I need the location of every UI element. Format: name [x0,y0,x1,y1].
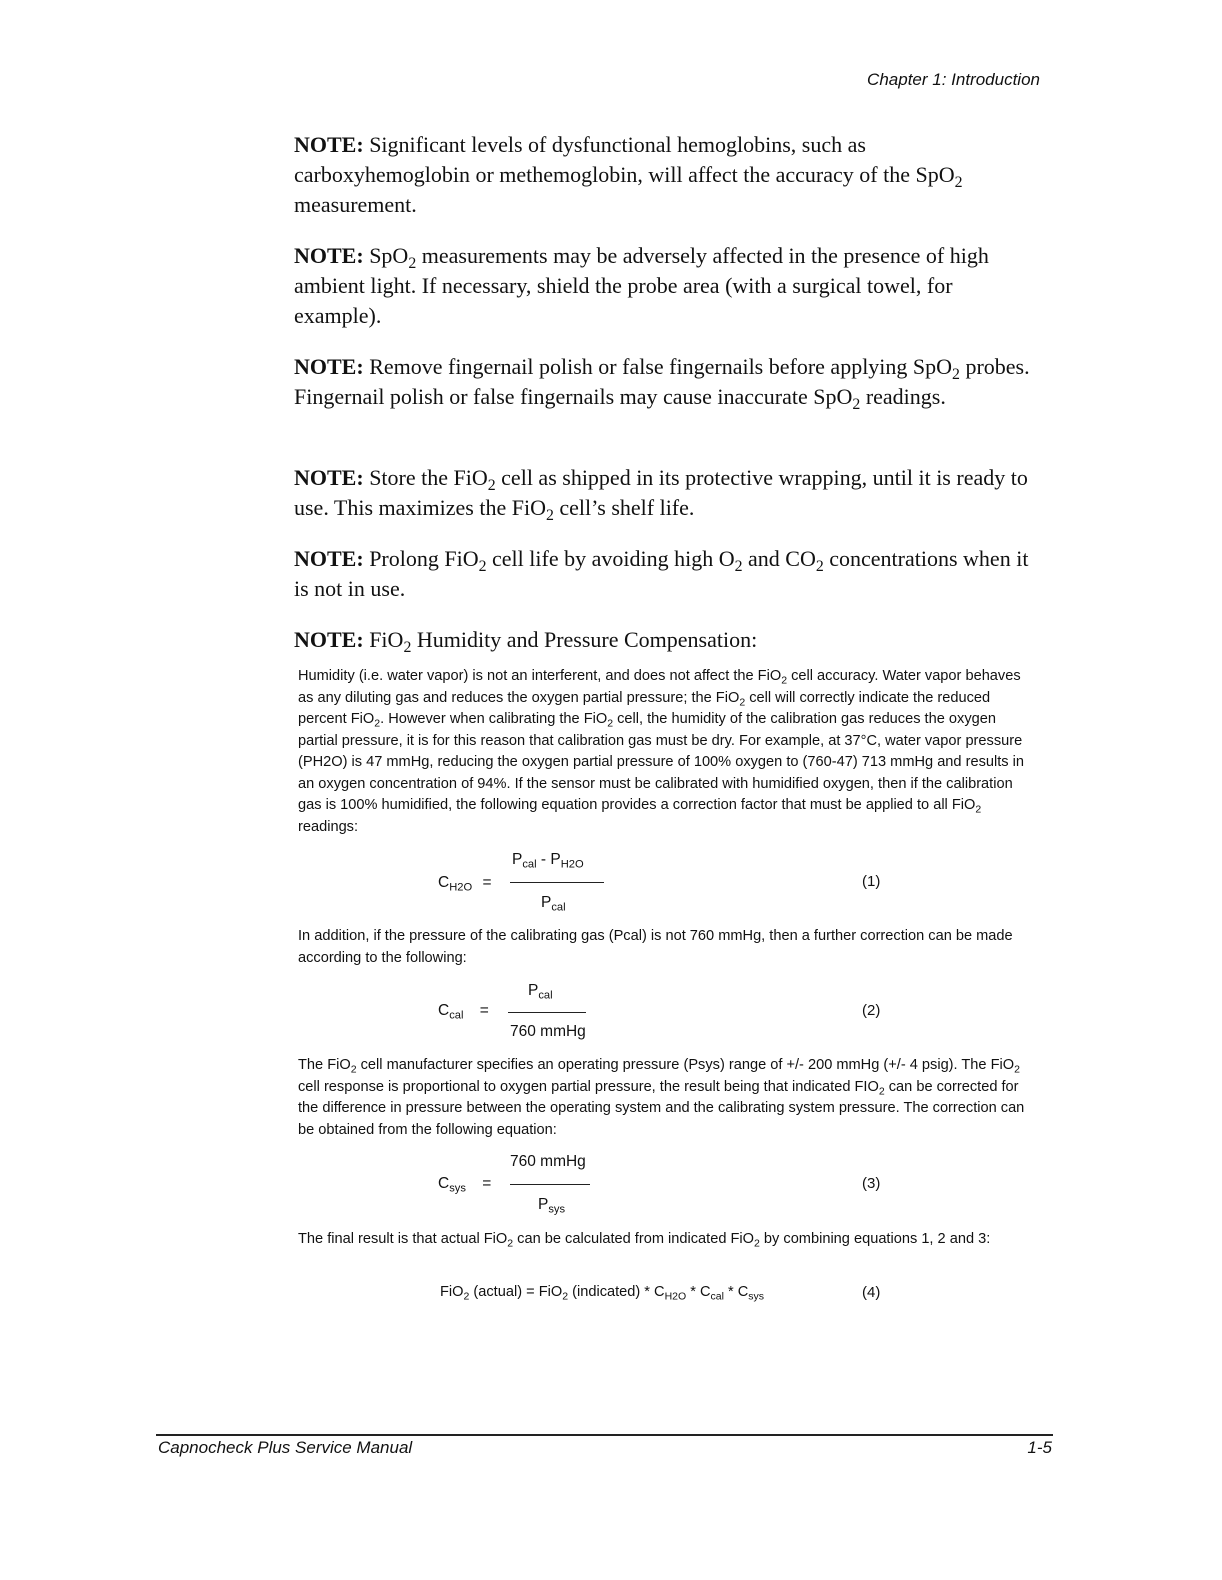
footer-title: Capnocheck Plus Service Manual [158,1438,413,1457]
paragraph-pressure: In addition, if the pressure of the calibrating gas (Pcal) is not 760 mmHg, then a further correction can be made according to the following: [298,928,1013,966]
note-text: measurements may be adversely affected in the presence of high ambient light. If necessary, shield the probe area (with a surgical towel, for example). [294,243,989,328]
eq3-fraction-bar [510,1184,590,1185]
eq3-numerator: 760 mmHg [510,1153,586,1170]
subscript: 2 [562,1290,569,1303]
text: cell, the humidity of the calibration gas reduces the oxygen partial pressure, it is for this reason that calibration gas must be dry. For example, at 37°C, water vapor pressure (PH2O) is 47 mmHg, reducing the oxygen partial pressure of 100% oxygen to (760-47) 713 mmHg and results in an oxygen concentration of 94%. If the sensor must be calibrated with humidified oxygen, then if the calibration gas is 100% humidified, the following equation provides a correction factor that must be applied to all FiO [298,711,1024,813]
eq2-denominator: 760 mmHg [510,1023,586,1040]
text: The final result is that actual FiO [298,1231,508,1247]
note-text: concentrations when it is not in use. [294,546,1029,601]
subscript: 2 [374,717,381,730]
eq1-lhs [438,874,492,892]
text: cell response is proportional to oxygen partial pressure, the result being that indicated FIO [298,1078,879,1095]
note-text: Significant levels of dysfunctional hemoglobins, such as carboxyhemoglobin or methemoglobin, will affect the accuracy of the SpO [294,132,955,187]
text: readings: [298,818,359,835]
subscript: 2 [507,1237,514,1250]
subscript: 2 [1014,1063,1020,1076]
subscript: cal [538,989,553,1002]
note-fio2-storage [294,463,1044,523]
subscript: 2 [734,558,743,576]
subscript: 2 [408,255,417,273]
eq1-fraction-bar [510,882,604,883]
note-label: NOTE: [294,132,364,157]
symbol: C [438,874,450,891]
note-label: NOTE: [294,243,364,268]
eq4-number: (4) [862,1284,881,1301]
symbol: P [512,851,523,868]
note-text: FiO [369,627,404,652]
eq2-fraction-bar [508,1012,586,1013]
eq1-numerator [512,851,584,869]
eq3-lhs [438,1175,491,1193]
subscript: H2O [449,881,473,894]
text: . However when calibrating the FiO [380,711,608,727]
equals-sign: = [479,1002,489,1019]
note-text: probes. Fingernail polish or false fingernails may cause inaccurate SpO [294,354,1030,409]
note-fio2-cell-life [294,544,1044,604]
note-humidity-heading [294,625,1044,655]
note-ambient-light [294,241,1044,331]
eq3-denominator [538,1196,565,1214]
symbol: C [438,1002,450,1019]
subscript: 2 [975,803,982,816]
subscript: cal [710,1290,724,1303]
text: Humidity (i.e. water vapor) is not an interferent, and does not affect the FiO [298,668,782,684]
subscript: H2O [664,1290,687,1303]
subscript: 2 [754,1237,760,1250]
equals-sign: = [482,874,492,891]
footer-rule [156,1434,1053,1436]
eq2-lhs [438,1002,489,1020]
subscript: 2 [487,477,496,495]
subscript: sys [449,1182,466,1195]
note-label: NOTE: [294,354,364,379]
subscript: cal [522,858,537,871]
note-text: Store the FiO [369,465,488,490]
subscript: 2 [878,1084,885,1097]
symbol: C [438,1175,450,1192]
note-text: measurement. [294,192,417,217]
subscript: 2 [350,1063,357,1076]
chapter-header: Chapter 1: Introduction [867,70,1040,89]
subscript: 2 [463,1290,470,1303]
note-text: SpO [369,243,409,268]
note-hemoglobins [294,130,1044,220]
eq2-number: (2) [862,1002,881,1019]
subscript: 2 [739,695,746,708]
note-text: cell as shipped in its protective wrapping, until it is ready to use. This maximizes the FiO [294,465,1028,520]
text: by combining equations 1, 2 and 3: [759,1231,991,1247]
note-text: Remove fingernail polish or false fingernails before applying SpO [369,354,953,379]
subscript: sys [548,1203,566,1216]
eq3-number: (3) [862,1175,881,1192]
symbol: P [528,982,539,999]
eq1-number: (1) [862,873,881,890]
text: The FiO [298,1057,351,1073]
subscript: 2 [781,674,788,687]
subscript: 2 [852,396,861,414]
eq2-numerator [528,982,553,1000]
note-text: Prolong FiO [369,546,479,571]
note-text: Humidity and Pressure Compensation: [411,627,758,652]
subscript: 2 [478,558,487,576]
text: can be calculated from indicated FiO [513,1231,755,1247]
symbol: P [541,894,552,911]
text: can be corrected for the difference in pressure between the operating system and the calibrating system pressure. The correction can be obtained from the following equation: [298,1078,1025,1138]
operator: - [536,851,551,868]
subscript: 2 [954,174,963,192]
paragraph-operating-pressure [298,1055,1038,1141]
text: cell manufacturer specifies an operating pressure (Psys) range of +/- 200 mmHg (+/- 4 psig). The FiO [356,1057,1015,1073]
text: * C [686,1284,711,1300]
eq1-denominator [541,894,566,912]
note-text: readings. [860,384,946,409]
paragraph-humidity [298,666,1038,838]
text: cell accuracy. Water vapor behaves as any diluting gas and reduces the oxygen partial pressure; the FiO [298,668,1021,706]
note-label: NOTE: [294,465,364,490]
eq4-formula [440,1284,765,1303]
subscript: sys [748,1290,765,1303]
subscript: 2 [545,507,554,525]
note-text: and CO [742,546,816,571]
text: * C [723,1284,749,1300]
note-label: NOTE: [294,546,364,571]
equals-sign: = [482,1175,492,1192]
subscript: 2 [815,558,824,576]
text: (actual) = FiO [469,1284,563,1300]
paragraph-final-result [298,1229,1038,1251]
subscript: 2 [403,639,412,657]
subscript: cal [551,901,566,914]
page-number: 1-5 [1027,1438,1052,1457]
symbol: P [550,851,561,868]
note-text: cell’s shelf life. [553,495,695,520]
subscript: cal [449,1009,464,1022]
text: (indicated) * C [568,1284,665,1300]
text: FiO [440,1284,464,1300]
subscript: 2 [607,717,614,730]
note-label: NOTE: [294,627,364,652]
text: cell will correctly indicate the reduced percent FiO [298,689,991,727]
note-text: cell life by avoiding high O [486,546,735,571]
symbol: P [538,1196,549,1213]
subscript: 2 [952,366,960,384]
subscript: H2O [560,858,584,871]
note-fingernail-polish [294,352,1044,412]
